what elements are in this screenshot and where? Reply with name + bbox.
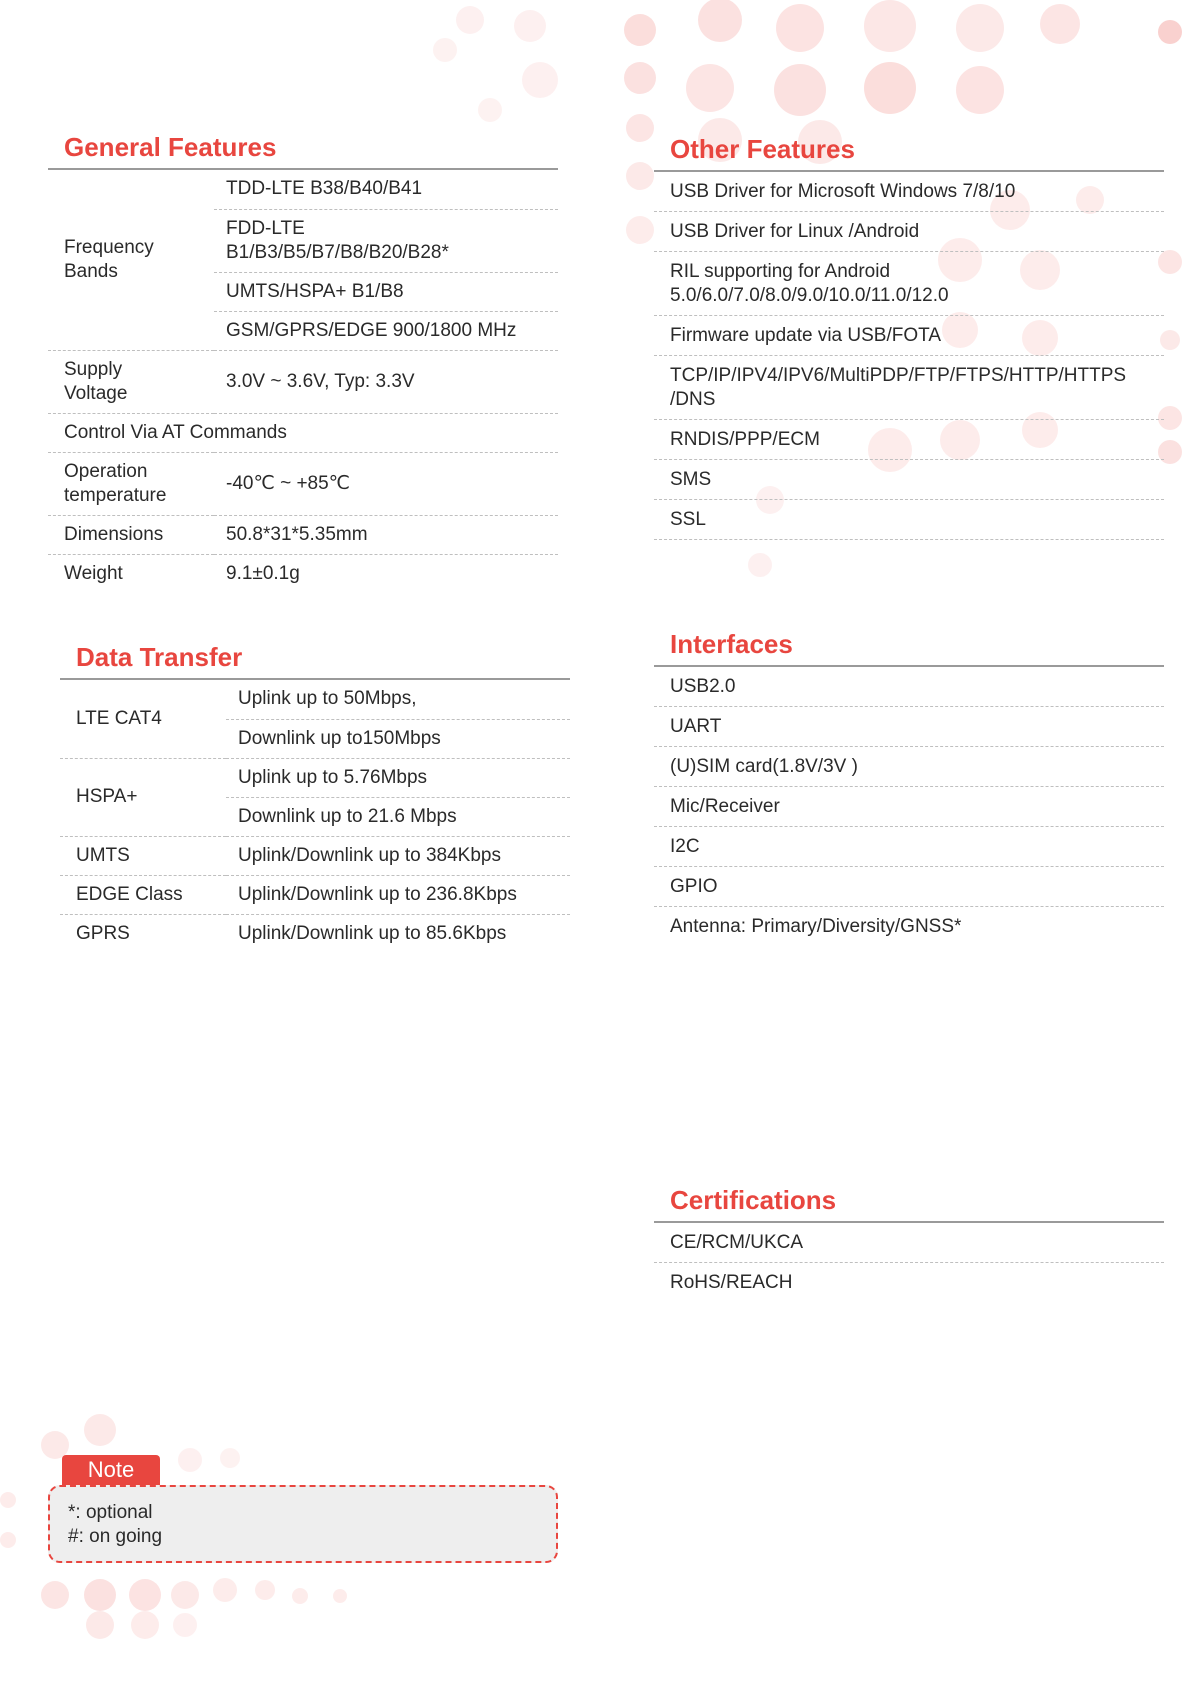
- lte-uplink-value: Uplink up to 50Mbps,: [226, 680, 570, 719]
- supply-voltage-value: 3.0V ~ 3.6V, Typ: 3.3V: [214, 350, 558, 413]
- certifications-title: Certifications: [670, 1185, 837, 1215]
- edge-label: EDGE Class: [60, 875, 226, 914]
- band-value: FDD-LTE B1/B3/B5/B7/B8/B20/B28*: [214, 209, 558, 272]
- list-item: SSL: [654, 500, 1164, 540]
- umts-value: Uplink/Downlink up to 384Kbps: [226, 836, 570, 875]
- table-row: [48, 350, 558, 413]
- other-features-list: [654, 172, 1164, 540]
- list-item: CE/RCM/UKCA: [654, 1223, 1164, 1263]
- note-box: [48, 1485, 558, 1563]
- list-item: Mic/Receiver: [654, 787, 1164, 827]
- gprs-label: GPRS: [76, 922, 130, 944]
- table-row: [60, 914, 570, 953]
- note-tag: Note: [62, 1455, 160, 1485]
- list-item: RoHS/REACH: [670, 1271, 793, 1293]
- list-item: (U)SIM card(1.8V/3V ): [654, 747, 1164, 787]
- weight-label: Weight: [64, 562, 123, 584]
- list-item: SMS: [654, 460, 1164, 500]
- band-value: GSM/GPRS/EDGE 900/1800 MHz: [214, 311, 558, 350]
- other-features-section: [654, 132, 1164, 540]
- list-item: TCP/IP/IPV4/IPV6/MultiPDP/FTP/FTPS/HTTP/HTTPS /DNS: [654, 356, 1164, 420]
- data-transfer-table: [60, 680, 570, 953]
- umts-label: UMTS: [60, 836, 226, 875]
- table-row: [48, 170, 558, 209]
- band-value: TDD-LTE B38/B40/B41: [214, 170, 558, 209]
- data-transfer-section: [60, 640, 570, 953]
- certifications-list: [654, 1223, 1164, 1302]
- general-features-title: General Features: [64, 132, 277, 162]
- general-features-section: [48, 130, 558, 593]
- table-row: [48, 554, 558, 593]
- table-row: [48, 515, 558, 554]
- hspa-label: HSPA+: [60, 758, 226, 836]
- note-line-optional: *: optional: [68, 1502, 153, 1523]
- other-features-title: Other Features: [670, 134, 855, 164]
- interfaces-title: Interfaces: [670, 629, 793, 659]
- operation-temperature-label: Operation temperature: [48, 452, 214, 515]
- table-row: [48, 452, 558, 515]
- data-transfer-title: Data Transfer: [76, 642, 243, 672]
- list-item: GPIO: [654, 867, 1164, 907]
- band-value: UMTS/HSPA+ B1/B8: [214, 272, 558, 311]
- list-item: USB Driver for Linux /Android: [654, 212, 1164, 252]
- weight-value: 9.1±0.1g: [226, 562, 300, 584]
- list-item: Firmware update via USB/FOTA: [654, 316, 1164, 356]
- lte-downlink-value: Downlink up to150Mbps: [226, 719, 570, 758]
- gprs-value: Uplink/Downlink up to 85.6Kbps: [238, 922, 507, 944]
- table-row: [60, 875, 570, 914]
- supply-voltage-label: Supply Voltage: [48, 350, 214, 413]
- list-item: I2C: [654, 827, 1164, 867]
- note-line-ongoing: #: on going: [68, 1526, 163, 1547]
- certifications-section: [654, 1183, 1164, 1302]
- control-row: Control Via AT Commands: [48, 413, 558, 452]
- hspa-uplink-value: Uplink up to 5.76Mbps: [226, 758, 570, 797]
- dimensions-value: 50.8*31*5.35mm: [214, 515, 558, 554]
- list-item: RNDIS/PPP/ECM: [654, 420, 1164, 460]
- general-features-table: [48, 170, 558, 593]
- operation-temperature-value: -40℃ ~ +85℃: [214, 452, 558, 515]
- list-item: Antenna: Primary/Diversity/GNSS*: [670, 915, 962, 937]
- hspa-downlink-value: Downlink up to 21.6 Mbps: [226, 797, 570, 836]
- interfaces-list: [654, 667, 1164, 946]
- list-item: UART: [654, 707, 1164, 747]
- table-row: [48, 413, 558, 452]
- edge-value: Uplink/Downlink up to 236.8Kbps: [226, 875, 570, 914]
- frequency-bands-label: Frequency Bands: [48, 170, 214, 350]
- lte-cat4-label: LTE CAT4: [60, 680, 226, 758]
- list-item: USB2.0: [654, 667, 1164, 707]
- table-row: [60, 758, 570, 797]
- dimensions-label: Dimensions: [48, 515, 214, 554]
- interfaces-section: [654, 627, 1164, 946]
- table-row: [60, 836, 570, 875]
- list-item: USB Driver for Microsoft Windows 7/8/10: [654, 172, 1164, 212]
- list-item: RIL supporting for Android 5.0/6.0/7.0/8.0/9.0/10.0/11.0/12.0: [654, 252, 1164, 316]
- table-row: [60, 680, 570, 719]
